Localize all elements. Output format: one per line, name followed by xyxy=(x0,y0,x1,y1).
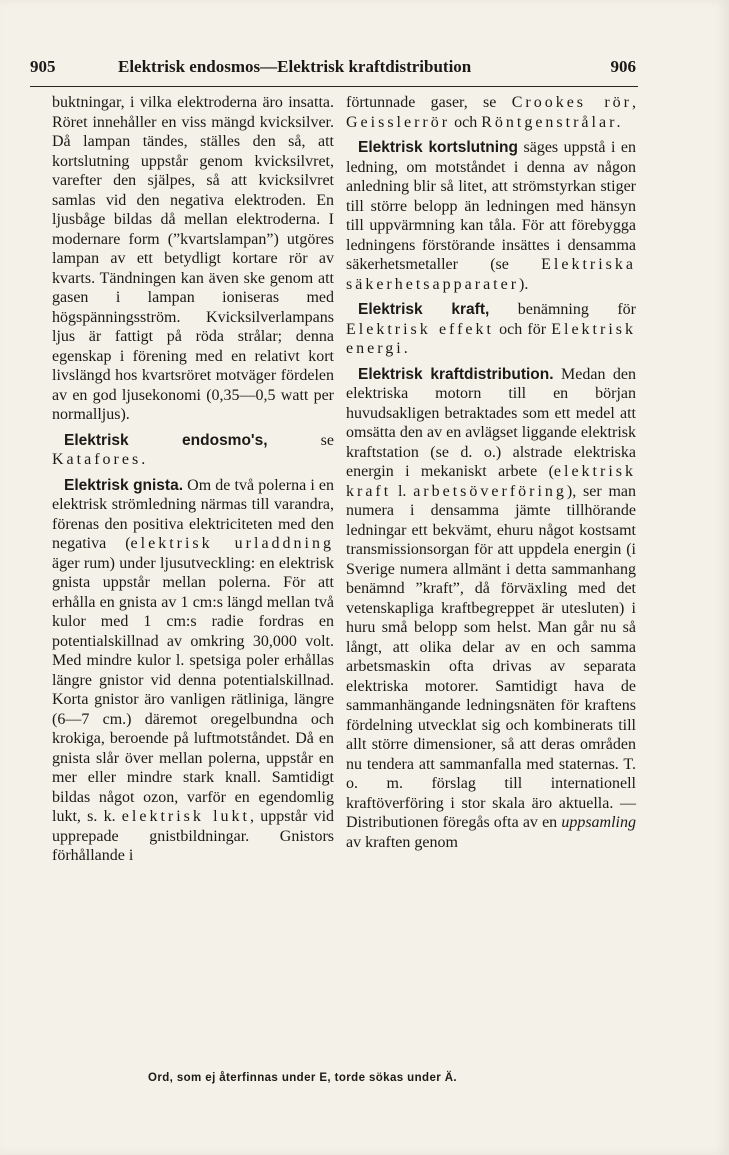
entry-text: förtunnade gaser, se xyxy=(346,94,512,111)
entry-text: se xyxy=(267,431,334,449)
entry-continuation xyxy=(52,93,334,425)
entry-text: , uppstår vid upprepade gnistbildningar. Gnistors förhållande i xyxy=(52,808,335,864)
entry-text: Medan den elektriska motorn till en början huvudsakligen betraktades som ett medel att omsätta den av en avlägset liggande elektrisk kraftstation (se d. o.) alstrade elektriska energin i mekaniskt arbete ( xyxy=(346,365,637,480)
cross-reference: Crookes rör xyxy=(511,94,633,111)
footer-note: Ord, som ej återfinnas under E, torde sökas under Ä. xyxy=(148,1072,458,1084)
entry-text: säges uppstå i en ledning, om motståndet i denna av någon anledning blir så litet, att strömstyrkan stiger till större belopp än ledningen med hänsyn till uppvärmning kan tåla. För att förebygga ledningens förstörande insättes i densamma säkerhetsmetaller (se xyxy=(346,139,637,273)
spaced-term: elektrisk kraft xyxy=(346,463,636,500)
entry-headword: Elektrisk gnista. xyxy=(64,476,184,494)
page-number-left: 905 xyxy=(30,57,56,76)
entry-text: l. xyxy=(391,482,414,500)
cross-reference: Röntgenstrålar. xyxy=(481,113,624,131)
entry-text: äger rum) under ljusutveckling: en elektrisk gnista uppstår mellan polerna. För att erhålla en gnista av 1 cm:s längd mellan två kulor med 1 cm:s radie fordras en potentialskillnad av omkring 30,000 volt. Med mindre kulor l. spetsiga poler erhållas längre gnistor vid denna potentialskillnad. Korta gnistor äro vanligen rätliniga, längre (6—7 cm.) däremot oregelbundna och krokiga, beroende på luftmotståndet. Då en gnista slår över mellan polerna, uppstår en mer eller mindre stark knall. Samtidigt bildas något ozon, varför en egendomlig lukt, s. k. xyxy=(52,554,334,825)
entry-elektrisk-kortslutning xyxy=(346,138,636,294)
entry-text: och för xyxy=(493,320,552,338)
entry-text: ), ser man numera i densamma jämte tillhörande ledningar ett bekvämt, ehuru något kostsamt transmissionsorgan för att uppdela energin (i Sverige numera allmänt i detta sammanhang benämnd ”kraft”, då förväxling med det vetenskapliga kraftbegreppet är utesluten) i huru små belopp som helst. Man går nu så långt, att olika delar av en och samma arbetsmaskin ofta drivas av separata elektriska motorer. Samtidigt hava de sammanhängande ledningsnäten för kraftens fördelning utvecklat sig och kombinerats till allt större dimensioner, så att deras områden nu tendera att sammanfalla med staternas. T. o. m. förslag till internationell kraftöverföring i stor skala äro aktuella. — Distributionen föregås ofta av en xyxy=(346,482,636,831)
left-column xyxy=(52,93,334,866)
entry-headword: Elektrisk kortslutning xyxy=(358,139,518,156)
right-column xyxy=(346,93,636,852)
entry-headword: Elektrisk kraftdistribution. xyxy=(358,365,554,383)
entry-text: buktningar, i vilka elektroderna äro insatta. Röret innehåller en viss mängd kvicksilver. Då lampan tändes, ställes den så, att kortslutning uppstår genom kvicksilvret, varefter den själpes, så att kvicksilvret samlas vid den negativa elektroden. En ljusbåge bildas då mellan elektroderna. I modernare form (”kvartslampan”) utgöres lampan av ett betydligt kortare rör av kvarts. Tändningen kan även ske genom att gasen i lampan ioniseras med högspänningsström. Kvicksilverlampans ljus är fattigt på röda strålar; denna egenskap i förening med en relativt kort livslängd hos kvartsröret motväger fördelen av en god ljusekonomi (0,35—0,5 watt per normalljus). xyxy=(52,94,334,423)
page-number-right: 906 xyxy=(610,57,636,76)
entry-elektrisk-gnista xyxy=(52,476,334,866)
entry-text: benämning för xyxy=(489,301,636,318)
header-rule xyxy=(30,86,638,87)
cross-reference: Elektriska säkerhetsapparater xyxy=(346,256,636,293)
cross-reference: Geisslerrör xyxy=(346,113,451,131)
italic-term: uppsamling xyxy=(561,814,636,831)
entry-elektrisk-kraft xyxy=(346,300,636,359)
entry-headword: Elektrisk endosmo's, xyxy=(64,431,268,449)
entry-text: och xyxy=(450,113,482,131)
running-title: Elektrisk endosmos—Elektrisk kraftdistribution xyxy=(118,57,472,76)
entry-elektrisk-kraftdistribution xyxy=(346,365,636,853)
spaced-term: elektrisk urladdning xyxy=(130,535,334,552)
entry-text: Om de två polerna i en elektrisk strömledning närmas till varandra, förenas den positiva elektriciteten med den negativa ( xyxy=(52,476,335,552)
cross-reference: Elektrisk energi. xyxy=(346,320,636,357)
cross-reference: Elektrisk effekt xyxy=(346,320,494,338)
entry-elektrisk-endosmos xyxy=(52,431,334,470)
running-header xyxy=(30,57,636,79)
entry-text: ). xyxy=(519,275,529,293)
spaced-term: arbetsöverföring xyxy=(413,482,567,500)
entry-text: av kraften genom xyxy=(346,833,458,851)
entry-text: , xyxy=(632,94,637,111)
cross-reference: Katafores. xyxy=(52,451,149,468)
spaced-term: elektrisk lukt xyxy=(121,808,251,825)
entry-headword: Elektrisk kraft, xyxy=(358,301,490,318)
entry-continuation xyxy=(346,93,636,132)
